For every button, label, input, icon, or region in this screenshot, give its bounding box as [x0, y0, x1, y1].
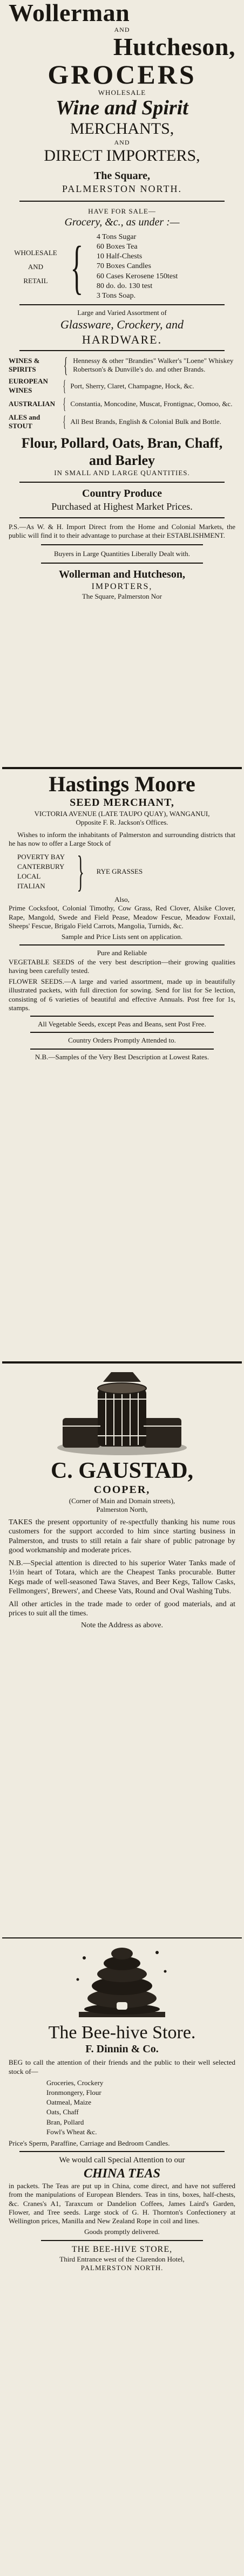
- list-item: ITALIAN: [17, 882, 45, 890]
- delivery-line: Goods promptly delivered.: [84, 2228, 160, 2236]
- other-articles-paragraph: All other articles in the trade made to order of good materials, and at prices to suit all the times.: [9, 1600, 235, 1618]
- brace: {: [70, 234, 84, 300]
- trade-heading: COOPER,: [93, 1484, 151, 1496]
- trade-heading: SEED MERCHANT,: [70, 797, 174, 809]
- list-item: 60 Cases Kerosene 150test: [96, 272, 178, 280]
- signature: Wollerman and Hutcheson,: [59, 568, 185, 581]
- town-line: PALMERSTON NORTH.: [62, 183, 182, 195]
- signature-address: The Square, Palmerston Nor: [82, 592, 162, 601]
- barrels-woodcut: [52, 1367, 192, 1458]
- ad-separator: [2, 1361, 242, 1364]
- address-line: VICTORIA AVENUE (LATE TAUPO QUAY), WANGANUI,: [34, 810, 210, 818]
- ad-separator: [2, 767, 242, 769]
- glassware-line: Glassware, Crockery, and: [60, 318, 184, 332]
- store-name-footer: THE BEE-HIVE STORE,: [71, 2244, 173, 2254]
- wines-row: AUSTRALIAN { Constantia, Moncodine, Muscat, Frontignac, Oomoo, &c.: [9, 394, 233, 413]
- list-item: Bran, Pollard: [46, 2118, 84, 2126]
- firm-name: F. Dinnin & Co.: [85, 2043, 159, 2056]
- wollerman-hutcheson-ad: [0, 0, 244, 764]
- signature-title: IMPORTERS,: [91, 582, 153, 592]
- special-attention-line: We would call Special Attention to our: [59, 2156, 185, 2165]
- wholesale-label: WHOLESALE: [98, 88, 146, 97]
- hardware-heading: HARDWARE.: [82, 332, 162, 346]
- corner-line: (Corner of Main and Domain streets),: [69, 1497, 175, 1505]
- divider: [41, 2240, 203, 2241]
- list-item: 10 Half-Chests: [96, 252, 143, 261]
- rye-grasses-label: RYE GRASSES: [96, 867, 143, 875]
- postscript: P.S.—As W. & H. Import Direct from the Home and Colonial Markets, the public will find it to their advantage to purchase at their ESTABLISHMENT.: [9, 522, 235, 539]
- grocery-line: Grocery, &c., as under :—: [64, 216, 180, 228]
- divider: [41, 544, 203, 545]
- advertiser-name: C. GAUSTAD,: [50, 1458, 194, 1483]
- advertiser-name: Hutcheson,: [113, 33, 235, 61]
- wine-spirit-heading: Wine and Spirit: [56, 97, 188, 120]
- list-item: LOCAL: [17, 872, 41, 880]
- beehive-store-ad: [0, 1942, 244, 2573]
- hastings-moore-ad: [0, 772, 244, 1358]
- list-item: Oatmeal, Maize: [46, 2098, 92, 2107]
- divider: [30, 1049, 214, 1050]
- merchants-heading: MERCHANTS,: [70, 120, 174, 138]
- importers-heading: DIRECT IMPORTERS,: [44, 146, 200, 165]
- divider: [19, 2151, 225, 2152]
- country-produce-heading: Country Produce: [82, 488, 162, 500]
- intro-paragraph: BEG to call the attention of their friends and the public to their well selected stock of—: [9, 2058, 235, 2075]
- divider: [41, 563, 203, 564]
- divider: [19, 350, 225, 351]
- beehive-woodcut: [63, 1942, 181, 2023]
- and-conjunction: AND: [114, 138, 130, 146]
- goods-list: [97, 232, 178, 301]
- list-item: POVERTY BAY: [17, 852, 65, 861]
- flower-paragraph: FLOWER SEEDS.—A large and varied assortment, made up in beautifully illustrated packets, with full direction for sowing. Send for list for Se lection, consisting of 6 varieties of beautiful and effective Annuals. Post free for 1s, stamps.: [9, 977, 235, 1012]
- stock-list: [46, 2078, 235, 2137]
- note-line: Note the Address as above.: [80, 1621, 164, 1629]
- list-item: Groceries, Crockery: [46, 2078, 104, 2087]
- nb-paragraph: N.B.—Special attention is directed to his superior Water Tanks made of 1½in heart of Totara, which are the Cheapest Tanks procurable. Butter Kegs made of well-seasoned Tawa Staves, and Beer Kegs, Tallow Casks, Fellmongers', Brewers', and Cheese Vats, Round and Oval Washing Tubs.: [9, 1559, 235, 1596]
- and-conjunction: AND: [114, 26, 130, 34]
- divider: [30, 1032, 214, 1033]
- town-line: PALMERSTON NORTH.: [80, 2263, 164, 2272]
- ad-separator: [2, 1937, 242, 1938]
- samples-line: Sample and Price Lists sent on application.: [61, 933, 183, 941]
- brace: }: [77, 848, 85, 895]
- seed-list: Prime Cocksfoot, Colonial Timothy, Cow Grass, Red Clover, Alsike Clover, Rape, Mangold, Swede and Field Pease, Meadow Fescue, Meadow Foxtail, Sheeps' Fescue, Brigalo Field Carrots, Mangolia, Turnids, &c.: [9, 904, 235, 930]
- opposite-line: Opposite F. R. Jackson's Offices.: [76, 818, 168, 827]
- buyers-line: Buyers in Large Quantities Liberally Dealt with.: [53, 550, 191, 558]
- town-line: Palmerston North,: [96, 1505, 148, 1514]
- wines-row: WINES & SPIRITS { Hennessy & other "Brandies" Walker's "Loene" Whiskey Robertson's & Dunville's do. and other Brands.: [9, 353, 234, 378]
- rye-grass-list: [17, 850, 235, 893]
- list-item: 3 Tons Soap.: [96, 292, 136, 300]
- list-item: 70 Boxes Candles: [96, 262, 151, 271]
- nb-line: N.B.—Samples of the Very Best Description at Lowest Rates.: [35, 1052, 209, 1061]
- wines-row: EUROPEAN WINES { Port, Sherry, Claret, Champagne, Hock, &c.: [9, 376, 194, 395]
- wines-row: ALES and STOUT { All Best Brands, English & Colonial Bulk and Bottle.: [9, 413, 221, 431]
- divider: [19, 482, 225, 483]
- list-item: 60 Boxes Tea: [96, 243, 138, 251]
- list-item: 4 Tons Sugar: [96, 232, 137, 241]
- trade-heading: GROCERS: [48, 59, 196, 90]
- divider: [19, 517, 225, 518]
- divider: [19, 201, 225, 202]
- list-item: Fowl's Wheat &c.: [46, 2127, 97, 2136]
- purchased-line: Purchased at Highest Market Prices.: [51, 501, 193, 512]
- divider: [30, 1016, 214, 1017]
- wholesale-retail-list: [14, 232, 235, 301]
- teas-paragraph: in packets. The Teas are put up in China, come direct, and have not suffered from the manipulations of European Blenders. Teas in tins, boxes, half-chests, &c. Cranes's A1, Taraxcum or Dandelion Coffees, James Laird's Garden, Flower, and Tree seeds. Large stock of G. H. Thornton's Confectionery at Wellington prices, Manilla and New Zealand Rope in coil and lines.: [9, 2182, 235, 2225]
- assortment-line: Large and Varied Assortment of: [77, 309, 167, 317]
- wines-table: [9, 354, 235, 430]
- also-line: Also,: [114, 895, 130, 903]
- gaustad-cooper-ad: [0, 1367, 244, 1934]
- intro-paragraph: Wishes to inform the inhabitants of Palmerston and surrounding districts that he has now to offer a Large Stock of: [9, 830, 235, 847]
- china-teas-heading: CHINA TEAS: [83, 2167, 161, 2181]
- body-paragraph: TAKES the present opportunity of re-spectfully thanking his nume rous customers for the support accorded to him since starting business in Palmerston, and trusts to still retain a fair share of public patronage by good workmanship and moderate prices.: [9, 1518, 235, 1555]
- advertiser-name: Wollerman: [9, 0, 130, 26]
- list-item: Ironmongery, Flour: [46, 2088, 101, 2097]
- wholesale-retail-label: WHOLESALE AND RETAIL: [14, 248, 57, 285]
- vegetable-seeds-line: All Vegetable Seeds, except Peas and Beans, sent Post Free.: [38, 1020, 206, 1028]
- store-title: The Bee-hive Store.: [48, 2023, 196, 2043]
- candles-line: Price's Sperm, Paraffine, Carriage and Bedroom Candles.: [9, 2139, 170, 2148]
- vegetable-paragraph: VEGETABLE SEEDS of the very best description—their growing qualities having been carefully tested.: [9, 957, 235, 975]
- country-orders-line: Country Orders Promptly Attended to.: [68, 1036, 176, 1045]
- advertiser-name: Hastings Moore: [49, 772, 195, 796]
- location-line: Third Entrance west of the Clarendon Hotel,: [59, 2255, 185, 2263]
- list-item: Oats, Chaff: [46, 2108, 79, 2116]
- quantities-line: IN SMALL AND LARGE QUANTITIES.: [54, 468, 190, 477]
- for-sale-label: HAVE FOR SALE—: [88, 207, 156, 215]
- address-line: The Square,: [93, 170, 151, 182]
- list-item: 80 do. do. 130 test: [96, 282, 153, 290]
- flour-heading: Flour, Pollard, Oats, Bran, Chaff, and Barley: [21, 435, 223, 468]
- divider: [19, 304, 225, 305]
- list-item: CANTERBURY: [17, 862, 65, 871]
- divider: [19, 944, 225, 946]
- pure-line: Pure and Reliable: [97, 949, 147, 957]
